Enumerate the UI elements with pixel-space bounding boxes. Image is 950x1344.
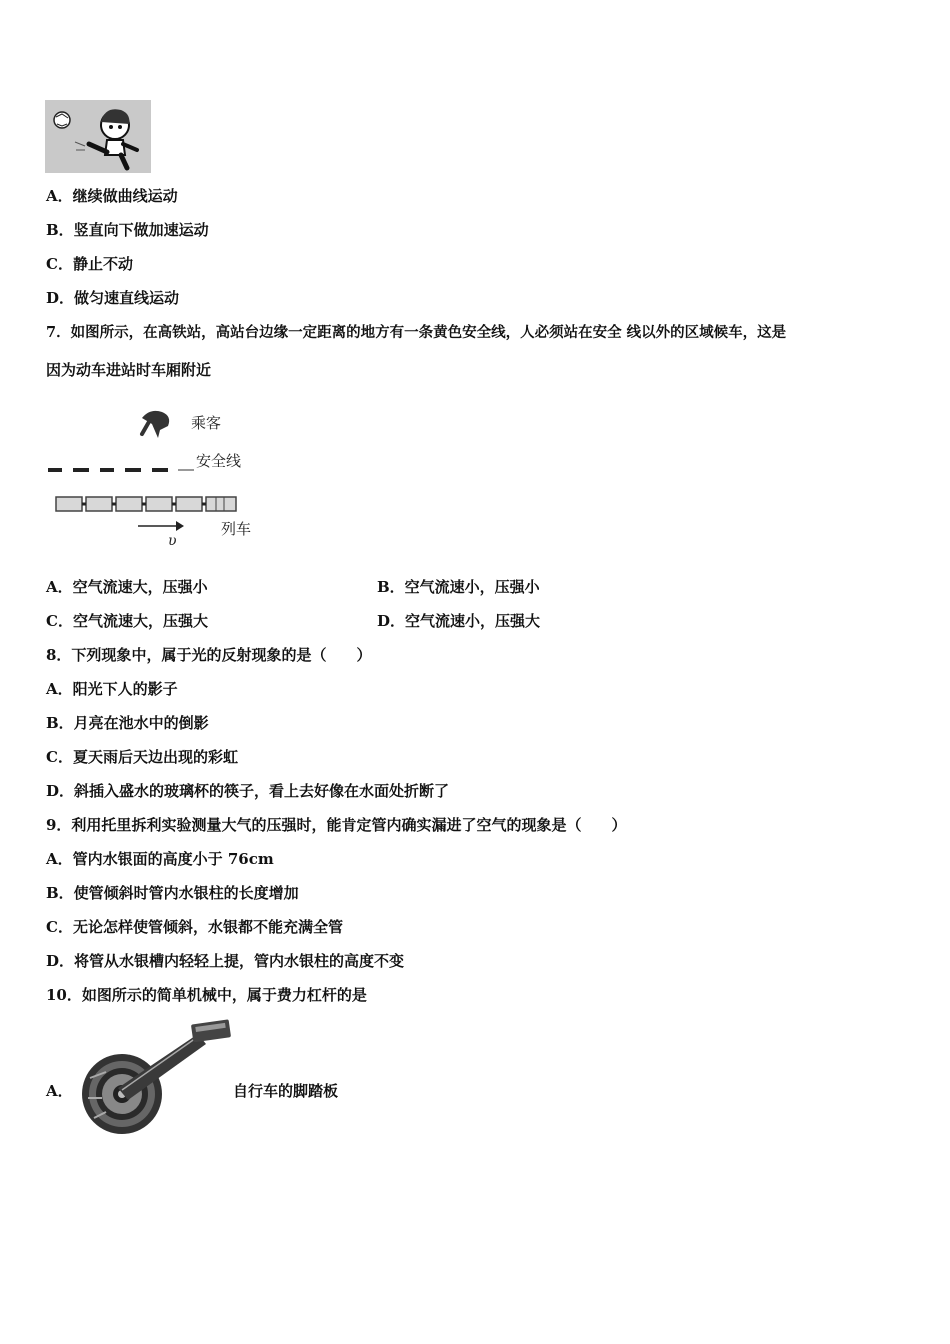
velocity-label: υ — [168, 533, 177, 549]
q9-option-d: D．将管从水银槽内轻轻上提，管内水银柱的高度不变 — [46, 952, 405, 970]
q10-stem: 10．如图所示的简单机械中，属于费力杠杆的是 — [46, 986, 367, 1004]
q7-stem-line2: 因为动车进站时车厢附近 — [46, 361, 212, 379]
q9-stem: 9．利用托里拆利实验测量大气的压强时，能肯定管内确实漏进了空气的现象是（ ） — [46, 816, 627, 834]
bicycle-pedal-image — [80, 1018, 232, 1148]
q6-option-d: D．做匀速直线运动 — [46, 289, 180, 307]
train-label: 列车 — [221, 520, 252, 538]
q9-option-c: C．无论怎样使管倾斜，水银都不能充满全管 — [46, 918, 343, 936]
q10-option-a-letter: A． — [46, 1082, 73, 1100]
q7-stem-line1: 7．如图所示，在高铁站，高站台边缘一定距离的地方有一条黄色安全线，人必须站在安全 线以外的区域候车，这是 — [46, 324, 787, 341]
q9-option-b: B．使管倾斜时管内水银柱的长度增加 — [46, 884, 299, 902]
q8-option-a: A．阳光下人的影子 — [46, 680, 178, 698]
kicking-figure-image — [45, 100, 151, 173]
q7-option-b: B．空气流速小，压强小 — [377, 578, 540, 596]
q7-option-d: D．空气流速小，压强大 — [377, 612, 541, 630]
q8-option-c: C．夏天雨后天边出现的彩虹 — [46, 748, 238, 766]
q7-option-a: A．空气流速大，压强小 — [46, 578, 208, 596]
train-cars — [56, 497, 236, 511]
q6-option-b: B．竖直向下做加速运动 — [46, 221, 209, 239]
passenger-icon — [142, 411, 169, 438]
q7-option-c: C．空气流速大，压强大 — [46, 612, 208, 630]
q8-option-d: D．斜插入盛水的玻璃杯的筷子，看上去好像在水面处折断了 — [46, 782, 450, 800]
q8-option-b: B．月亮在池水中的倒影 — [46, 714, 209, 732]
passenger-label: 乘客 — [191, 414, 222, 432]
q6-option-c: C．静止不动 — [46, 255, 133, 273]
q10-option-a-text: 自行车的脚踏板 — [233, 1082, 339, 1100]
safety-line-label: 安全线 — [196, 452, 242, 470]
q8-stem: 8．下列现象中，属于光的反射现象的是（ ） — [46, 646, 372, 664]
q9-option-a: A．管内水银面的高度小于 76cm — [46, 850, 274, 868]
q6-option-a: A．继续做曲线运动 — [46, 187, 178, 205]
velocity-arrow-icon — [138, 521, 184, 531]
safety-line-dashes — [48, 468, 194, 472]
